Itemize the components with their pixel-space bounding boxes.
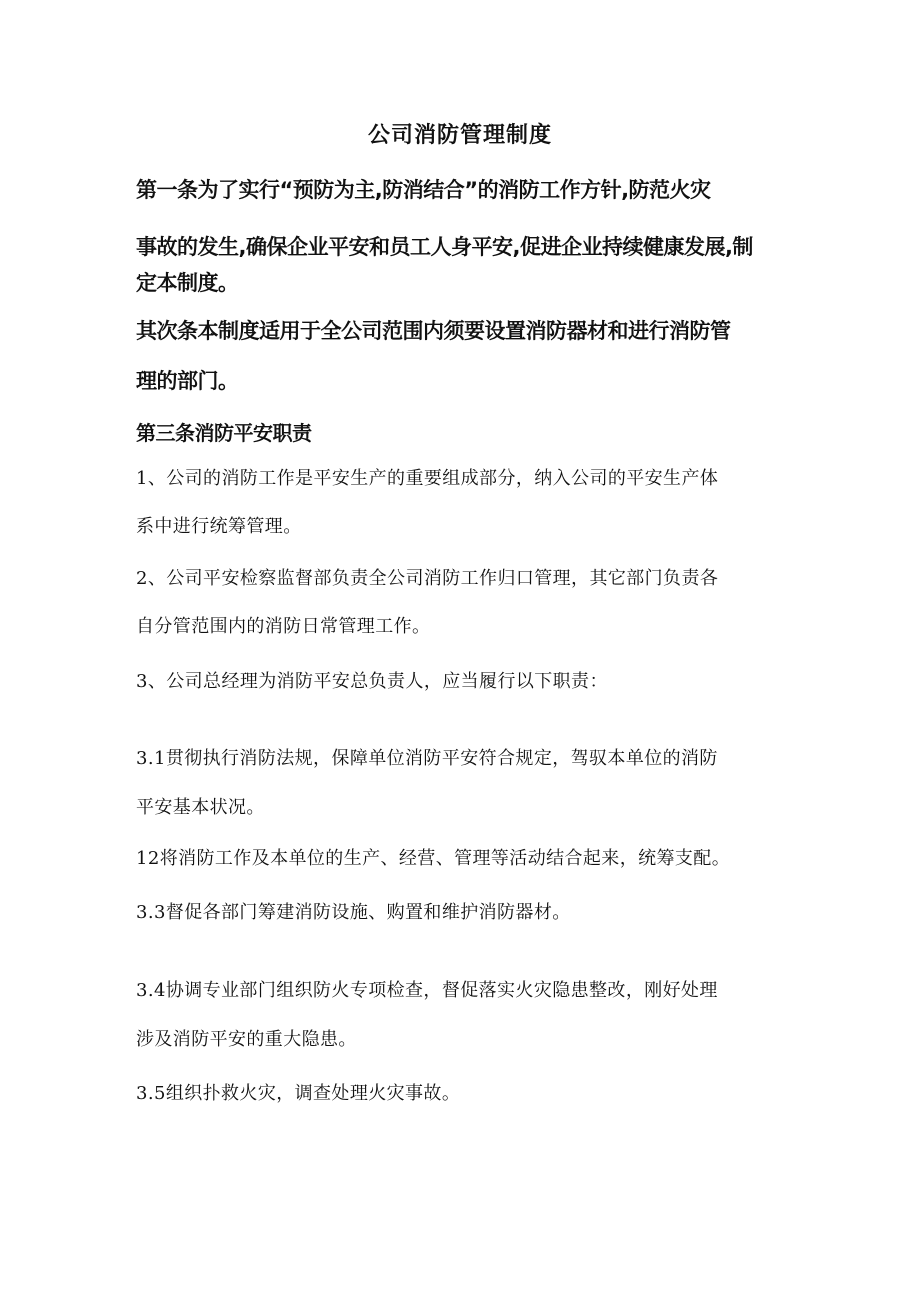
article-1-line-3: 定本制度。: [136, 271, 239, 295]
article-2-line-1: 其次条本制度适用于全公司范围内须要设置消防器材和进行消防管: [136, 319, 731, 343]
item-1-line-2: 系中进行统筹管理。: [136, 516, 302, 537]
article-1-line-2: 事故的发生,确保企业平安和员工人身平安,促进企业持续健康发展,制: [136, 235, 753, 259]
item-3-3-line-1: 3.3督促各部门筹建消防设施、购置和维护消防器材。: [136, 902, 571, 923]
item-3-4-line-2: 涉及消防平安的重大隐患。: [136, 1029, 357, 1050]
article-2-line-2: 理的部门。: [136, 369, 239, 393]
item-3-2-line-1: 12将消防工作及本单位的生产、经营、管理等活动结合起来，统筹支配。: [136, 848, 731, 869]
item-3-line-1: 3、公司总经理为消防平安总负责人，应当履行以下职责：: [136, 671, 608, 692]
document-title: 公司消防管理制度: [367, 122, 552, 148]
item-3-1-line-1: 3.1贯彻执行消防法规，保障单位消防平安符合规定，驾驭本单位的消防: [136, 748, 718, 769]
item-2-line-1: 2、公司平安检察监督部负责全公司消防工作归口管理，其它部门负责各: [136, 568, 719, 589]
article-1-line-1: 第一条为了实行“预防为主,防消结合”的消防工作方针,防范火灾: [136, 178, 711, 202]
item-1-line-1: 1、公司的消防工作是平安生产的重要组成部分，纳入公司的平安生产体: [136, 468, 719, 489]
item-3-4-line-1: 3.4协调专业部门组织防火专项检查，督促落实火灾隐患整改，刚好处理: [136, 980, 718, 1001]
item-2-line-2: 自分管范围内的消防日常管理工作。: [136, 616, 431, 637]
item-3-1-line-2: 平安基本状况。: [136, 797, 265, 818]
item-3-5-line-1: 3.5组织扑救火灾，调查处理火灾事故。: [136, 1083, 461, 1104]
article-3-heading: 第三条消防平安职责: [136, 421, 312, 445]
